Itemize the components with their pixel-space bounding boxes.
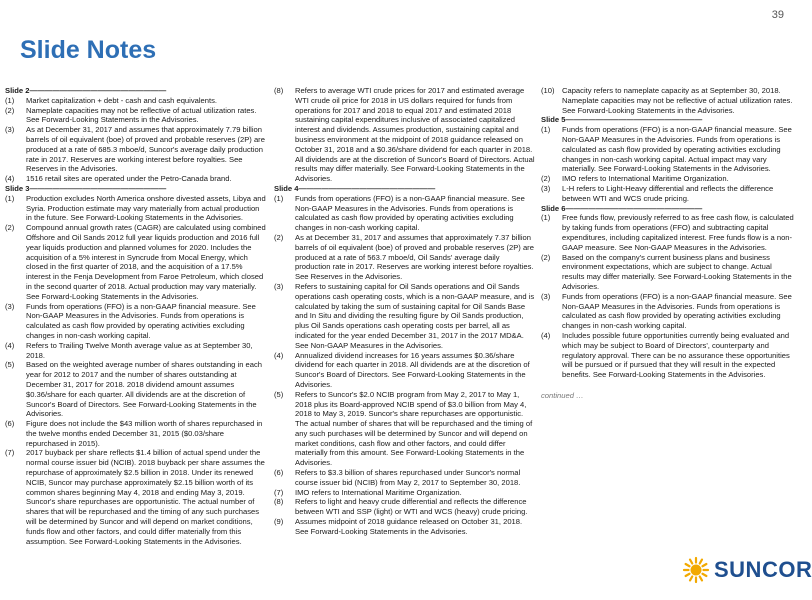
note-text: Funds from operations (FFO) is a non-GAAP financial measure. See Non-GAAP Measures in the Advisories. Funds from operations is calculated as cash flow provided by operating activities excluding changes in non-cash working capital. <box>295 193 525 233</box>
note-number: (10) <box>541 86 555 95</box>
note-item <box>541 184 795 204</box>
note-number: (1) <box>274 193 284 203</box>
slide-heading: Slide 6—————————————————— <box>541 203 703 213</box>
note-item <box>5 223 267 301</box>
note-item <box>274 194 536 233</box>
note-number: (2) <box>5 223 15 233</box>
note-number: (2) <box>541 252 551 262</box>
slide-heading: Slide 4—————————————————— <box>274 183 436 193</box>
note-item <box>274 497 536 517</box>
slide-heading: Slide 3—————————————————— <box>5 183 167 193</box>
note-text: Assumes midpoint of 2018 guidance released on October 31, 2018. See Forward-Looking Statements in the Advisories. <box>295 517 523 536</box>
note-item <box>5 106 267 126</box>
note-item <box>274 282 536 351</box>
note-number: (1) <box>5 193 15 203</box>
note-item <box>541 86 795 115</box>
note-item <box>274 488 536 498</box>
note-number: (3) <box>541 183 551 193</box>
note-text: IMO refers to International Maritime Organization. <box>295 487 462 497</box>
note-text: Market capitalization + debt - cash and cash equivalents. <box>26 95 218 105</box>
note-number: (1) <box>5 95 15 105</box>
note-number: (8) <box>274 497 284 507</box>
note-text: Refers to sustaining capital for Oil Sands operations and Oil Sands operations cash operating costs, which is a non-GAAP measure, and is calculated by taking the sum of sustaining capital for Oil Sands Base and In Situ and dividing the resulting figure by Oil Sands production, plus Oil Sands operations cash operating costs per barrel, all as indicated for the year ended December 31, 2017 in the 2017 MD&A. See Non-GAAP Measures in the Advisories. <box>295 281 535 350</box>
notes-column-2 <box>274 86 536 537</box>
note-number: (4) <box>274 350 284 360</box>
note-text: Refers to Trailing Twelve Month average value as at September 30, 2018. <box>26 340 253 360</box>
note-item <box>541 292 795 331</box>
note-item <box>5 125 267 174</box>
note-text: Funds from operations (FFO) is a non-GAAP financial measure. See Non-GAAP Measures in the Advisories. Funds from operations is calculated as cash flow provided by operating activities excluding changes in non-cash working capital. <box>26 301 256 340</box>
note-number: (3) <box>5 301 15 311</box>
note-text: As at December 31, 2017 and assumes that approximately 7.37 billion barrels of oil equivalent (boe) of proved and probable reserves (2P) are produced at a rate of 563.7 mboe/d, Oil Sands' average daily production rate in 2017. Reserves are working interest before royalties. See Reserves in the Advisories. <box>295 232 534 282</box>
note-number: (4) <box>5 174 15 184</box>
note-text: Nameplate capacities may not be reflective of actual utilization rates. See Forward-Looking Statements in the Advisories. <box>26 105 257 125</box>
note-item <box>5 96 267 106</box>
note-item <box>541 331 795 380</box>
note-text: 2017 buyback per share reflects $1.4 billion of actual spend under the normal course issuer bid (NCIB). 2018 buyback per share assumes the repurchase of approximately $2.5 billion in 2018. Under its renewed NCIB, Suncor may purchase approximately $2.15 billion worth of its common shares beginning May 4, 2018 and ending May 3, 2019. Suncor's share repurchases are opportunistic. The actual number of shares that will be repurchased and the timing of any such purchases will be determined by Suncor and will depend on market conditions, funds flow and other factors, and could differ materially from this assumption. See Forward-Looking Statements in the Advisories. <box>26 448 265 546</box>
note-number: (3) <box>274 281 284 291</box>
note-text: Includes possible future opportunities currently being evaluated and which may be subject to Board of Directors', counterparty and regulatory approval. There can be no assurance these opportunities will be pursued or if pursued that they will result in the expected benefits. See Forward-Looking Statements in the Advisories. <box>562 330 790 380</box>
note-text: Funds from operations (FFO) is a non-GAAP financial measure. See Non-GAAP Measures in the Advisories. Funds from operations is calculated as cash flow provided by operating activities excluding changes in non-cash working capital. <box>562 291 792 331</box>
note-number: (2) <box>541 174 551 184</box>
note-text: Refers to Suncor's $2.0 NCIB program from May 2, 2017 to May 1, 2018 plus its Board-approved NCIB spend of $3.0 billion from May 4, 2018 to May 3, 2019. Suncor's share repurchases are opportunistic. The actual number of shares that will be repurchased and the timing of any such purchases will be determined by Suncor and will depend on market conditions, cash flow and other factors, and could differ materially from this amount. See Forward-Looking Statements in the Advisories. <box>295 389 533 468</box>
note-number: (7) <box>5 448 15 458</box>
note-text: Refers to $3.3 billion of shares repurchased under Suncor's normal course issuer bid (NCIB) from May 2, 2017 to September 30, 2018. <box>295 468 521 487</box>
note-text: Based on the weighted average number of shares outstanding in each year for 2012 to 2017 and the number of shares outstanding at December 31, 2017 for 2018. 2018 dividend amount assumes $0.36/share for each quarter. All dividends are at the discretion of Suncor's Board of Directors. See Forward-Looking Statements in the Advisories. <box>26 360 262 419</box>
note-text: Figure does not include the $43 million worth of shares repurchased in the twelve months ended December 31, 2015 ($0.03/share repurchased in 2015). <box>26 419 263 448</box>
note-text: Refers to light and heavy crude differential and reflects the difference between WTI and SSP (light) or WTI and WCS (heavy) crude pricing. <box>295 497 528 517</box>
note-item <box>5 302 267 341</box>
note-item <box>274 390 536 468</box>
note-number: (3) <box>5 125 15 135</box>
note-text: Refers to average WTI crude prices for 2017 and estimated average WTI crude oil price for 2018 in US dollars required for funds from operations for 2017 and 2018 to equal 2017 and estimated 2018 sustaining capital expenditures inclusive of associated capitalized interest and dividends. Assumes production, sustaining capital and business environment at the midpoint of 2018 guidance released on October 31, 2018 and a $0.36/share dividend for each quarter in 2018. All dividends are at the discretion of Suncor's Board of Directors. Actual results may differ materially. See Forward-Looking Statements in the Advisories. <box>295 86 535 184</box>
page-title: Slide Notes <box>20 36 157 64</box>
slide-heading: Slide 5—————————————————— <box>541 115 703 125</box>
note-item <box>5 174 267 184</box>
note-number: (3) <box>541 291 551 301</box>
note-number: (5) <box>274 389 284 399</box>
logo-text: SUNCOR <box>714 557 812 582</box>
note-number: (4) <box>541 330 551 340</box>
note-item <box>5 341 267 361</box>
note-item <box>541 253 795 292</box>
note-number: (7) <box>274 487 284 497</box>
note-text: 1516 retail sites are operated under the Petro-Canada brand. <box>26 174 232 184</box>
note-number: (6) <box>274 468 284 478</box>
page-number: 39 <box>771 9 784 21</box>
note-text: Funds from operations (FFO) is a non-GAAP financial measure. See Non-GAAP Measures in the Advisories. Funds from operations is calculated as cash flow provided by operating activities excluding changes in non-cash working capital. Actual impact may vary materially. See Forward-Looking Statements in the Advisories. <box>562 125 792 174</box>
note-text: Annualized dividend increases for 16 years assumes $0.36/share dividend for each quarter in 2018. All dividends are at the discretion of Suncor's Board of Directors. See Forward-Looking Statements in the Advisories. <box>295 350 530 389</box>
note-item <box>274 86 536 184</box>
note-number: (1) <box>541 213 551 223</box>
note-item <box>541 174 795 184</box>
note-text: Free funds flow, previously referred to as free cash flow, is calculated by taking funds from operations (FFO) and subtracting capital expenditures, including capitalized interest. Free funds flow is a non-GAAP measure. See Non-GAAP Measures in the Advisories. <box>562 213 794 252</box>
note-number: (6) <box>5 419 15 429</box>
sun-icon <box>683 557 709 583</box>
note-item <box>274 351 536 390</box>
note-item <box>274 468 536 488</box>
note-text: Compound annual growth rates (CAGR) are calculated using combined Offshore and Oil Sands 2012 full year liquids production and 2016 full year liquids production and planned volumes for 2020. Includes the acquisition of a 5% interest in Syncrude from Mocal Energy, which closed in the first quarter of 2018, and the acquisition of a 17.5% interest in the Fenja Development from Faroe Petroleum, which closed in the second quarter of 2018. Actual production may vary materially. See Forward-Looking Statements in the Advisories. <box>26 223 266 301</box>
suncor-logo <box>683 557 812 583</box>
note-number: (5) <box>5 360 15 370</box>
note-item <box>541 125 795 174</box>
note-text: As at December 31, 2017 and assumes that approximately 7.79 billion barrels of oil equivalent (boe) of proved and probable reserves (2P) are produced at a rate of 685.3 mboe/d, Suncor's average daily production rate in 2017. Reserves are working interest before royalties. See Reserves in the Advisories. <box>26 125 265 174</box>
note-text: L-H refers to Light-Heavy differential and reflects the difference between WTI and WCS crude pricing. <box>562 183 774 203</box>
continued-label: continued … <box>541 390 584 400</box>
note-number: (2) <box>5 105 15 115</box>
note-item <box>5 448 267 546</box>
notes-column-1 <box>5 86 267 546</box>
note-text: IMO refers to International Maritime Organization. <box>562 174 729 184</box>
note-item <box>274 233 536 282</box>
slide-heading: Slide 2—————————————————— <box>5 86 167 95</box>
notes-column-3 <box>541 86 795 401</box>
note-item <box>541 213 795 252</box>
note-item <box>5 194 267 223</box>
note-text: Capacity refers to nameplate capacity as at September 30, 2018. Nameplate capacities may not be reflective of actual utilization rates. See Forward-Looking Statements in the Advisories. <box>562 86 793 115</box>
note-number: (1) <box>541 125 551 135</box>
note-number: (4) <box>5 340 15 350</box>
note-number: (2) <box>274 232 284 242</box>
note-text: Based on the company's current business plans and business environment expectations, which are subject to change. Actual results may differ materially. See Forward-Looking Statements in the Advisories. <box>562 252 792 291</box>
note-number: (8) <box>274 86 284 95</box>
note-text: Production excludes North America onshore divested assets, Libya and Syria. Production estimate may vary materially from actual production in the future. See Forward-Looking Statements in the Advisories. <box>26 193 266 223</box>
note-item <box>5 419 267 448</box>
note-item <box>5 360 267 419</box>
note-item <box>274 517 536 537</box>
note-number: (9) <box>274 517 284 527</box>
